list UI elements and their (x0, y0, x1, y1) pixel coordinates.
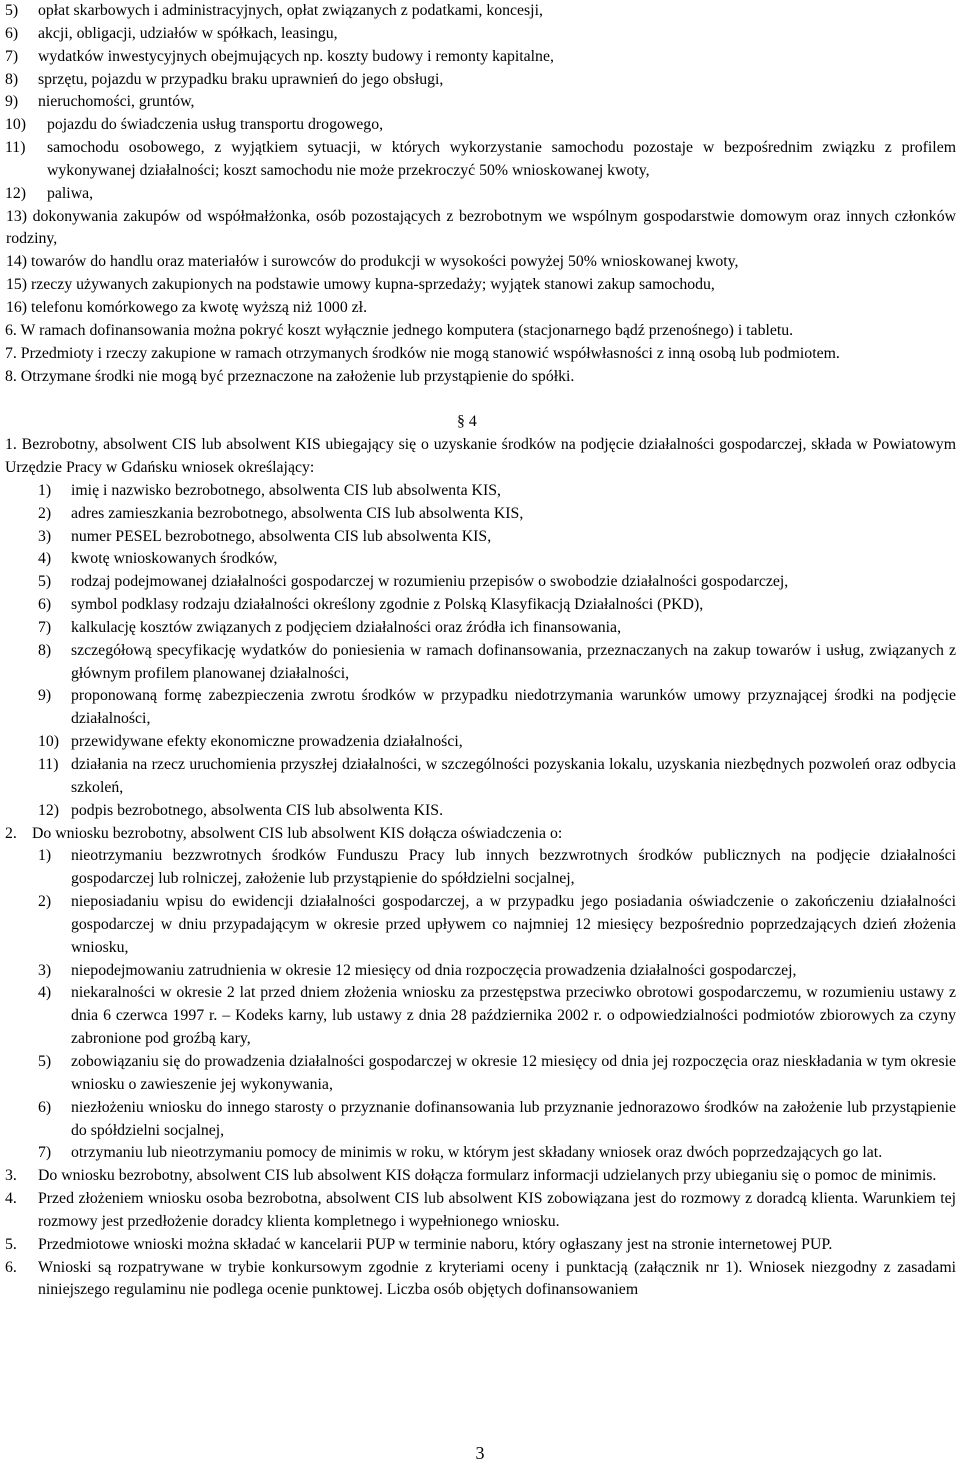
list-item (5, 571, 956, 594)
item-number: 4) (38, 550, 52, 568)
list-item (5, 1165, 956, 1188)
item-text: niezłożeniu wniosku do innego starosty o przyznanie dofinansowania lub przyznanie jednorazowo środków na założenie lub przystąpienie do spółdzielni socjalnej, (71, 1098, 956, 1139)
item-number: 7) (38, 618, 52, 636)
list-item (5, 23, 956, 46)
list-item (5, 685, 956, 731)
list-item (5, 594, 956, 617)
item-number: 1) (38, 481, 52, 499)
item-number: 1) (38, 847, 52, 865)
top-list (5, 0, 956, 206)
section-4-paragraph-1: 1. Bezrobotny, absolwent CIS lub absolwent KIS ubiegający się o uzyskanie środków na podjęcie działalności gospodarczej, składa w Powiatowym Urzędzie Pracy w Gdańsku wniosek określający: (5, 436, 956, 477)
paragraph-number: 2. (5, 824, 17, 842)
item-number: 12) (38, 801, 60, 819)
item-number: 10) (5, 116, 27, 134)
paragraph-text: Do wniosku bezrobotny, absolwent CIS lub absolwent KIS dołącza formularz informacji udzielanych przy ubieganiu się o pomoc de minimis. (38, 1167, 937, 1185)
list-item (5, 640, 956, 686)
item-text: podpis bezrobotnego, absolwenta CIS lub absolwenta KIS. (71, 801, 444, 819)
item-text: działania na rzecz uruchomienia przyszłej działalności, w szczególności pozyskania lokalu, uzyskania niezbędnych pozwoleń oraz odbycia szkoleń, (71, 756, 956, 796)
item-number: 6) (38, 596, 52, 614)
item-text: nieotrzymaniu bezzwrotnych środków Funduszu Pracy lub innych bezzwrotnych środków publicznych na podjęcie działalności gospodarczej lub rolniczej, założenie lub przystąpienie do spółdzielni socjalnej, (71, 847, 956, 888)
paragraph-number: 4. (5, 1190, 17, 1208)
item-number: 7) (38, 1144, 52, 1162)
item-text: nieruchomości, gruntów, (38, 93, 195, 111)
list-item (5, 548, 956, 571)
item-text: zobowiązaniu się do prowadzenia działalności gospodarczej w okresie 12 miesięcy od dnia jej rozpoczęcia oraz nieskładania w tym okresie wniosku o zawieszenie jej wykonywania, (71, 1052, 956, 1093)
list-item (5, 891, 956, 960)
item-text: adres zamieszkania bezrobotnego, absolwenta CIS lub absolwenta KIS, (71, 504, 524, 522)
item-text: rodzaj podejmowanej działalności gospodarczej w rozumieniu przepisów o swobodzie działalności gospodarczej, (71, 573, 789, 591)
item-text: sprzętu, pojazdu w przypadku braku uprawnień do jego obsługi, (38, 70, 444, 88)
item-text: niepodejmowaniu zatrudnienia w okresie 12 miesięcy od dnia rozpoczęcia prowadzenia działalności gospodarczej, (71, 961, 797, 979)
list-item-16: 16) telefonu komórkowego za kwotę wyższą niż 1000 zł. (6, 298, 368, 316)
list-item (5, 1051, 956, 1097)
item-text: imię i nazwisko bezrobotnego, absolwenta CIS lub absolwenta KIS, (71, 481, 501, 499)
item-number: 4) (38, 984, 52, 1002)
list-item-15: 15) rzeczy używanych zakupionych na podstawie umowy kupna-sprzedaży; wyjątek stanowi zakup samochodu, (6, 276, 715, 294)
item-text: samochodu osobowego, z wyjątkiem sytuacji, w których wykorzystanie samochodu pozostaje w bezpośrednim związku z profilem wykonywanej działalności; koszt samochodu nie może przekroczyć 50% wnioskowanej kwoty, (47, 139, 956, 179)
item-number: 5) (38, 573, 52, 591)
item-text: symbol podklasy rodzaju działalności określony zgodnie z Polską Klasyfikacją Działalności (PKD), (71, 596, 704, 614)
item-number: 9) (38, 687, 52, 705)
item-text: nieposiadaniu wpisu do ewidencji działalności gospodarczej, a w przypadku jego posiadania oświadczenie o zakończeniu działalności gospodarczej w dniu przypadającym w okresie przed upływem co najmniej 12 miesięcy bezpośrednio poprzedzających dzień złożenia wniosku, (71, 893, 956, 956)
section-4-paragraph-1-list (5, 480, 956, 823)
item-number: 8) (5, 70, 19, 88)
item-text: akcji, obligacji, udziałów w spółkach, leasingu, (38, 24, 338, 42)
item-number: 9) (5, 93, 19, 111)
item-text: szczegółową specyfikację wydatków do poniesienia w ramach dofinansowania, przeznaczanych na zakup towarów i usług, związanych z głównym profilem planowanej działalności, (71, 641, 956, 682)
item-text: numer PESEL bezrobotnego, absolwenta CIS lub absolwenta KIS, (71, 527, 492, 545)
item-text: przewidywane efekty ekonomiczne prowadzenia działalności, (71, 733, 463, 751)
section-4-paragraph-2 (5, 823, 956, 846)
item-number: 8) (38, 641, 52, 659)
list-item (5, 617, 956, 640)
list-item (5, 69, 956, 92)
item-number: 2) (38, 893, 52, 911)
item-number: 5) (38, 1052, 52, 1070)
list-item (5, 800, 956, 823)
item-number: 7) (5, 47, 19, 65)
item-number: 10) (38, 733, 60, 751)
list-item (5, 1257, 956, 1303)
list-item (5, 845, 956, 891)
item-number: 3) (38, 527, 52, 545)
item-text: otrzymaniu lub nieotrzymaniu pomocy de minimis w roku, w którym jest składany wniosek oraz dwóch poprzedzających go lat. (71, 1144, 883, 1162)
item-number: 6) (5, 24, 19, 42)
item-number: 11) (5, 139, 26, 157)
list-item-14: 14) towarów do handlu oraz materiałów i surowców do produkcji w wysokości powyżej 50% wnioskowanej kwoty, (6, 253, 739, 271)
item-text: proponowaną formę zabezpieczenia zwrotu środków w przypadku niedotrzymania warunków umowy przyznającej środki na podjęcie działalności, (71, 687, 956, 728)
paragraph-text: Wnioski są rozpatrywane w trybie konkursowym zgodnie z kryteriami oceny i punktacją (załącznik nr 1). Wniosek niezgodny z zasadami niniejszego regulaminu nie podlega ocenie punktowej. Liczba osób objętych dofinansowaniem (38, 1258, 956, 1299)
list-item (5, 91, 956, 114)
list-item (5, 1188, 956, 1234)
paragraph-7: 7. Przedmioty i rzeczy zakupione w ramach otrzymanych środków nie mogą stanowić współwłasności z inną osobą lub podmiotem. (5, 344, 840, 362)
list-item (5, 480, 956, 503)
list-item (5, 46, 956, 69)
paragraph-text: Do wniosku bezrobotny, absolwent CIS lub absolwent KIS dołącza oświadczenia o: (32, 824, 563, 842)
item-number: 3) (38, 961, 52, 979)
list-item (5, 183, 956, 206)
list-item (5, 1234, 956, 1257)
list-item-13: 13) dokonywania zakupów od współmałżonka, osób pozostających z bezrobotnym we wspólnym gospodarstwie domowym oraz innych członków rodziny, (6, 207, 956, 248)
item-text: pojazdu do świadczenia usług transportu drogowego, (47, 116, 384, 134)
list-item (5, 731, 956, 754)
item-text: kalkulację kosztów związanych z podjęciem działalności oraz źródła ich finansowania, (71, 618, 622, 636)
paragraph-text: Przed złożeniem wniosku osoba bezrobotna, absolwent CIS lub absolwent KIS zobowiązana jest do rozmowy z doradcą klienta. Warunkiem tej rozmowy jest przedłożenie doradcy klienta kompletnego i wypełnionego wniosku. (38, 1190, 956, 1230)
list-item (5, 1097, 956, 1143)
list-item (5, 754, 956, 800)
paragraph-number: 5. (5, 1235, 17, 1253)
section-4-remaining-paragraphs (5, 1165, 956, 1302)
item-number: 2) (38, 504, 52, 522)
list-item (5, 526, 956, 549)
item-number: 12) (5, 184, 27, 202)
item-number: 5) (5, 2, 19, 19)
item-number: 6) (38, 1098, 52, 1116)
section-heading: § 4 (457, 413, 477, 431)
item-text: wydatków inwestycyjnych obejmujących np. koszty budowy i remonty kapitalne, (38, 47, 554, 65)
paragraph-number: 6. (5, 1258, 17, 1276)
paragraph-6: 6. W ramach dofinansowania można pokryć koszt wyłącznie jednego komputera (stacjonarnego bądź przenośnego) i tabletu. (5, 321, 794, 339)
list-item (5, 0, 956, 23)
item-text: kwotę wnioskowanych środków, (71, 550, 278, 568)
section-4-paragraph-2-list (5, 845, 956, 1165)
paragraph-8: 8. Otrzymane środki nie mogą być przeznaczone na założenie lub przystąpienie do spółki. (5, 367, 575, 385)
list-item (5, 114, 956, 137)
item-number: 11) (38, 756, 59, 773)
page-number: 3 (475, 1443, 485, 1463)
list-item (5, 1142, 956, 1165)
list-item (5, 503, 956, 526)
list-item (5, 982, 956, 1051)
paragraph-text: Przedmiotowe wnioski można składać w kancelarii PUP w terminie naboru, który ogłaszany jest na stronie internetowej PUP. (38, 1235, 833, 1253)
item-text: opłat skarbowych i administracyjnych, opłat związanych z podatkami, koncesji, (38, 2, 543, 19)
list-item (5, 137, 956, 183)
paragraph-number: 3. (5, 1167, 17, 1185)
list-item (5, 960, 956, 983)
item-text: paliwa, (47, 184, 94, 202)
item-text: niekaralności w okresie 2 lat przed dniem złożenia wniosku za przestępstwa przeciwko obrotowi gospodarczemu, w rozumieniu ustawy z dnia 6 czerwca 1997 r. – Kodeks karny, lub ustawy z dnia 28 października 2002 r. o odpowiedzialności podmiotów zbiorowych za czyny zabronione pod groźbą kary, (71, 984, 956, 1048)
